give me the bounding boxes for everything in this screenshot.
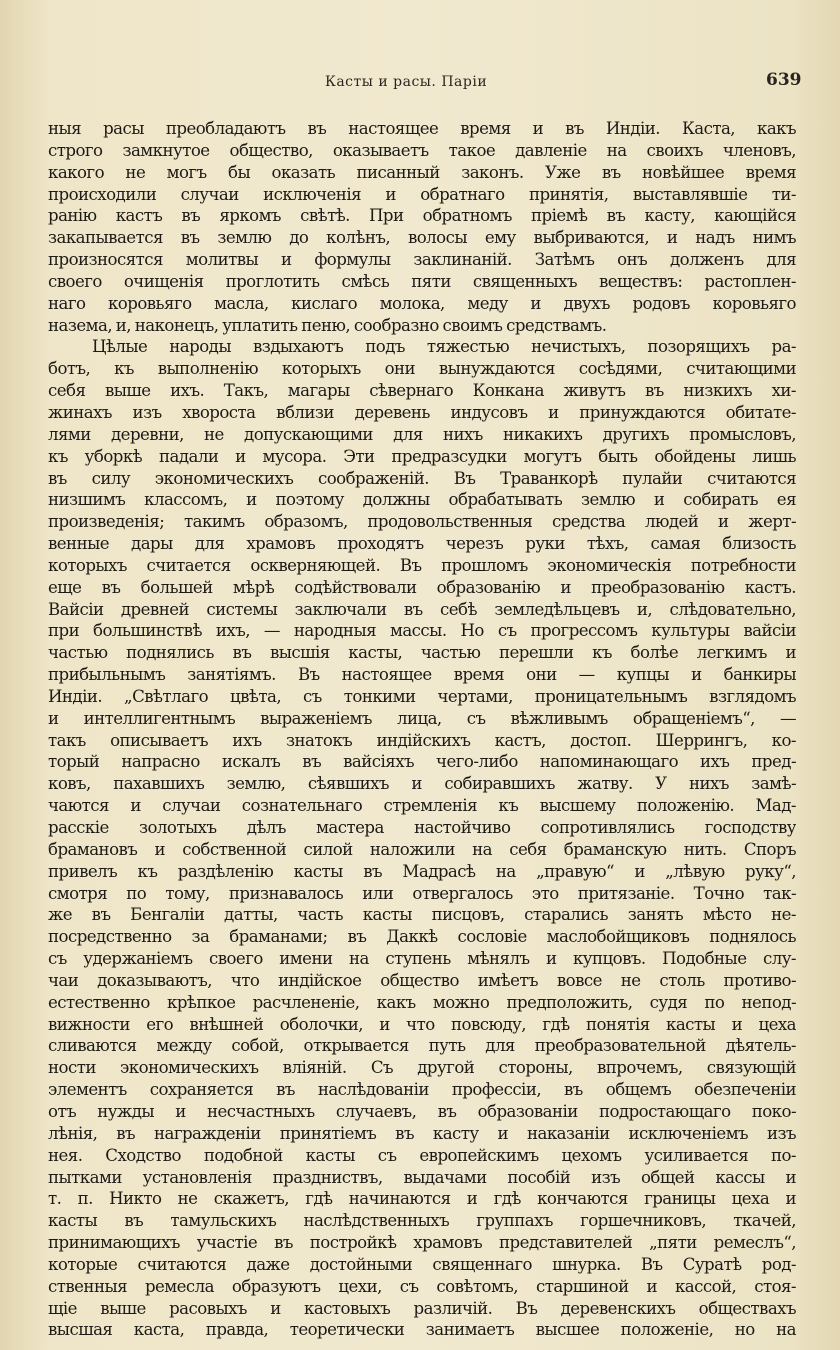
- text-line: прибыльнымъ занятiямъ. Въ настоящее время они — купцы и банкиры: [48, 665, 796, 685]
- text-line: щiе выше расовыхъ и кастовыхъ различiй. Въ деревенскихъ обществахъ: [48, 1298, 796, 1318]
- text-line: посредственно за браманами; въ Даккѣ сословiе маслобойщиковъ поднялось: [48, 927, 796, 947]
- text-line: нея. Сходство подобной касты съ европейскимъ цехомъ усиливается по-: [48, 1145, 796, 1165]
- text-line: ныя расы преобладаютъ въ настоящее время и въ Индiи. Каста, какъ: [48, 119, 796, 138]
- text-line: ственныя ремесла образуютъ цехи, съ совѣтомъ, старшиной и кассой, стоя-: [48, 1276, 796, 1296]
- text-line: своего очищенiя проглотить смѣсь пяти священныхъ веществъ: растоплен-: [48, 271, 796, 291]
- text-line: Вайсiи древней системы заключали въ себѣ земледѣльцевъ и, слѣдовательно,: [48, 599, 796, 619]
- text-line: вижности его внѣшней оболочки, и что повсюду, гдѣ понятiя касты и цеха: [48, 1014, 796, 1034]
- text-line: при большинствѣ ихъ, — народныя массы. Но съ прогрессомъ культуры вайсiи: [48, 621, 796, 641]
- text-line: какого не могъ бы оказать писанный законъ. Уже въ новѣйшее время: [48, 162, 796, 182]
- text-line: ковъ, пахавшихъ землю, сѣявшихъ и собиравшихъ жатву. У нихъ замѣ-: [48, 774, 796, 794]
- text-line: т. п. Никто не скажетъ, гдѣ начинаются и гдѣ кончаются границы цеха и: [48, 1189, 796, 1209]
- text-line: чаи доказываютъ, что индiйское общество имѣетъ вовсе не столь противо-: [48, 970, 796, 990]
- text-line: наго коровьяго масла, кислаго молока, меду и двухъ родовъ коровьяго: [48, 293, 796, 313]
- text-line: къ уборкѣ падали и мусора. Эти предразсудки могутъ быть обойдены лишь: [48, 446, 796, 466]
- text-line: строго замкнутое общество, оказываетъ такое давленiе на своихъ членовъ,: [48, 140, 796, 160]
- text-line: расскiе золотыхъ дѣлъ мастера настойчиво сопротивлялись господству: [48, 818, 796, 837]
- body-text: [48, 118, 796, 1341]
- page-header: [0, 70, 840, 98]
- text-line: которыхъ считается оскверняющей. Въ прошломъ экономическiя потребности: [48, 555, 796, 575]
- text-line: Индiи. „Свѣтлаго цвѣта, съ тонкими чертами, проницательнымъ взглядомъ: [48, 686, 796, 706]
- text-line: въ силу экономическихъ соображенiй. Въ Траванкорѣ пулайи считаются: [48, 468, 796, 488]
- text-line: такъ описываетъ ихъ знатокъ индiйскихъ кастъ, достоп. Шеррингъ, ко-: [48, 730, 796, 750]
- text-line: произведенiя; такимъ образомъ, продовольственныя средства людей и жерт-: [48, 512, 796, 532]
- text-line: закапывается въ землю до колѣнъ, волосы ему выбриваются, и надъ нимъ: [48, 228, 796, 248]
- text-line: еще въ большей мѣрѣ содѣйствовали образованiю и преобразованiю кастъ.: [48, 577, 796, 597]
- text-line: ности экономическихъ влiянiй. Съ другой стороны, впрочемъ, связующiй: [48, 1058, 796, 1078]
- text-line: же въ Бенгалiи датты, часть касты писцовъ, старались занять мѣсто не-: [48, 905, 796, 925]
- text-line: сливаются между собой, открывается путь для преобразовательной дѣятель-: [48, 1036, 796, 1056]
- text-line: венные дары для храмовъ проходятъ черезъ руки тѣхъ, самая близость: [48, 534, 796, 554]
- text-line: съ удержанiемъ своего имени на ступень мѣнялъ и купцовъ. Подобные слу-: [48, 949, 796, 969]
- text-line: низшимъ классомъ, и поэтому должны обрабатывать землю и собирать ея: [48, 490, 796, 510]
- paragraph-start-line: Цѣлые народы вздыхаютъ подъ тяжестью нечистыхъ, позорящихъ ра-: [92, 337, 796, 357]
- text-line: торый напрасно искалъ въ вайсiяхъ чего-либо напоминающаго ихъ пред-: [48, 752, 796, 772]
- running-head: Касты и расы. Парiи: [325, 74, 488, 90]
- text-line: элементъ сохраняется въ наслѣдованiи профессiи, въ общемъ обезпеченiи: [48, 1080, 796, 1100]
- text-line: и интеллигентнымъ выраженiемъ лица, съ вѣжливымъ обращенiемъ“, —: [48, 708, 796, 728]
- text-line: пытками установленiя праздниствъ, выдачами пособiй изъ общей кассы и: [48, 1167, 796, 1187]
- text-line: лѣнiя, въ награжденiи принятiемъ въ касту и наказанiи исключенiемъ изъ: [48, 1123, 796, 1143]
- text-line: принимающихъ участiе въ постройкѣ храмовъ представителей „пяти ремеслъ“,: [48, 1233, 796, 1253]
- text-line: естественно крѣпкое расчлененiе, какъ можно предположить, судя по непод-: [48, 992, 796, 1012]
- text-line: ранiю кастъ въ яркомъ свѣтѣ. При обратномъ прiемѣ въ касту, кающiйся: [48, 206, 796, 226]
- text-line: касты въ тамульскихъ наслѣдственныхъ группахъ горшечниковъ, ткачей,: [48, 1211, 796, 1231]
- text-line: лями деревни, не допускающими для нихъ никакихъ другихъ промысловъ,: [48, 424, 796, 444]
- text-line: себя выше ихъ. Такъ, магары сѣвернаго Конкана живутъ въ низкихъ хи-: [48, 381, 796, 401]
- text-line: жинахъ изъ хвороста вблизи деревень индусовъ и принуждаются обитате-: [48, 402, 796, 422]
- text-line: которые считаются даже достойными священнаго шнурка. Въ Суратѣ род-: [48, 1254, 796, 1274]
- text-line: отъ нужды и несчастныхъ случаевъ, въ образованiи подростающаго поко-: [48, 1101, 796, 1121]
- text-line: произносятся молитвы и формулы заклинанiй. Затѣмъ онъ долженъ для: [48, 250, 796, 270]
- text-line: чаются и случаи сознательнаго стремленiя къ высшему положенiю. Мад-: [48, 796, 796, 816]
- text-line: ботъ, къ выполненiю которыхъ они вынуждаются сосѣдями, считающими: [48, 359, 796, 379]
- text-line: частью поднялись въ высшiя касты, частью перешли къ болѣе легкимъ и: [48, 643, 796, 663]
- text-line: привелъ къ раздѣленiю касты въ Мадрасѣ на „правую“ и „лѣвую руку“,: [48, 861, 796, 881]
- text-line: происходили случаи исключенiя и обратнаго принятiя, выставлявшiе ти-: [48, 184, 796, 204]
- text-line: брамановъ и собственной силой наложили на себя браманскую нить. Споръ: [48, 839, 796, 859]
- page-number: 639: [766, 70, 802, 90]
- paragraph-end-line: назема, и, наконецъ, уплатить пеню, сообразно своимъ средствамъ.: [48, 315, 607, 335]
- text-line: высшая каста, правда, теоретически занимаетъ высшее положенiе, но на: [48, 1320, 796, 1340]
- text-line: смотря по тому, признавалось или отвергалось это притязанiе. Точно так-: [48, 883, 796, 903]
